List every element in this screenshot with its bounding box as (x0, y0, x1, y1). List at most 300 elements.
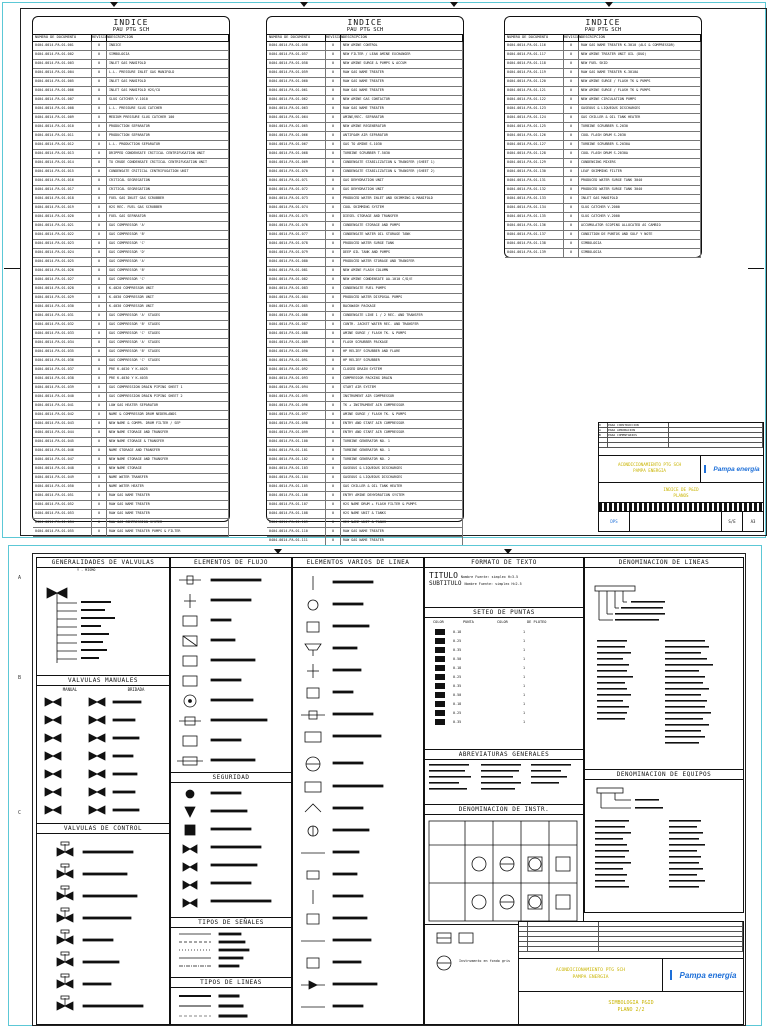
revision: 0 (92, 447, 107, 455)
zone-label: A (18, 575, 22, 581)
revision: 0 (326, 276, 341, 284)
table-row (33, 294, 229, 303)
document-number: 0404-0014-PA-01-058 (267, 60, 326, 68)
document-number: 0404-0014-PA-01-135 (505, 213, 564, 221)
table-row (33, 321, 229, 330)
plot-color: 1 (523, 710, 526, 715)
revision: 0 (92, 249, 107, 257)
table-row (267, 366, 463, 375)
index-header-cell: NUMERO DE DOCUMENTO (505, 35, 564, 41)
revision: 0 (326, 249, 341, 257)
table-row (267, 447, 463, 456)
document-number: 0404-0014-PA-01-134 (505, 204, 564, 212)
description: SIMBOLOGIA (579, 249, 701, 257)
panel-title: GENERALIDADES DE VALVULAS (37, 558, 169, 568)
table-row (33, 339, 229, 348)
panel-equipment-names (584, 769, 744, 913)
description: GAS DEHYDRATION UNIT (341, 186, 463, 194)
rev-desc: PARA CONSTRUCCION (608, 423, 669, 427)
document-number: 0404-0014-PA-01-130 (505, 168, 564, 176)
description: NEW NAME STORAGE AND TRANSFER (107, 456, 229, 464)
flow-element-symbols (171, 568, 289, 772)
table-row (33, 87, 229, 96)
revision: 0 (326, 303, 341, 311)
table-row (33, 348, 229, 357)
revision: 0 (564, 132, 579, 140)
revision: 0 (564, 123, 579, 131)
table-row (267, 456, 463, 465)
document-number: 0404-0014-PA-01-006 (33, 87, 92, 95)
manual-valve-symbols (37, 694, 167, 822)
pen-col: PUNTA (463, 620, 474, 624)
color-swatch (435, 629, 445, 635)
document-number: 0404-0014-PA-01-071 (267, 177, 326, 185)
document-number: 0404-0014-PA-01-094 (267, 384, 326, 392)
pen-width: 0.18 (453, 629, 462, 634)
instrument-bubble-grid (425, 815, 581, 925)
document-number: 0404-0014-PA-01-067 (267, 141, 326, 149)
table-row (33, 204, 229, 213)
panel-safety (170, 772, 292, 919)
document-number: 0404-0014-PA-01-083 (267, 285, 326, 293)
pen-row (425, 681, 583, 690)
description: SIMBOLOGIA (107, 51, 229, 59)
description: GAS COMPRESSOR 'C' STAGES (107, 330, 229, 338)
description: AMINE/REC. SEPARATOR (341, 114, 463, 122)
safety-symbols (171, 783, 289, 917)
description: NAME STORAGE AND TRANSFER (107, 447, 229, 455)
description: SLUG CATCHER V-1010 (107, 96, 229, 104)
description: NEW AMINE SURGE / FLASH TK & PUMPS (579, 78, 701, 86)
index-header-cell: NUMERO DE DOCUMENTO (33, 35, 92, 41)
description: START AIR SYSTEM (341, 384, 463, 392)
description: HP RELIEF SCRUBBER (341, 357, 463, 365)
document-number: 0404-0014-PA-01-077 (267, 231, 326, 239)
line-type-samples (171, 988, 289, 1024)
description: L.L. PRESSURE INLET GAS MANIFOLD (107, 69, 229, 77)
document-number: 0404-0014-PA-01-099 (267, 429, 326, 437)
pen-row (425, 654, 583, 663)
table-row (33, 96, 229, 105)
revision: 0 (92, 339, 107, 347)
revision: 0 (92, 321, 107, 329)
document-number: 0404-0014-PA-01-020 (33, 213, 92, 221)
description: RAW GAS NAME TREATER (107, 510, 229, 518)
revision: 0 (564, 78, 579, 86)
control-valve-symbols (37, 834, 167, 1024)
table-row (33, 159, 229, 168)
description: GAS COMPRESSOR 'C' (107, 240, 229, 248)
title-block (598, 422, 764, 532)
panel-title: VALVULAS MANUALES (37, 676, 169, 686)
table-row (33, 474, 229, 483)
brand-logo-icon (670, 970, 678, 980)
zone-tick (450, 2, 458, 7)
description: CONDENSATE STABILIZATION & TRANSFER (SHEET 2) (341, 168, 463, 176)
description: RAW GAS NAME TREATER (341, 78, 463, 86)
document-number: 0404-0014-PA-01-128 (505, 150, 564, 158)
table-row (33, 357, 229, 366)
description: GAS COMPRESSION DRAIN PIPING SHEET 2 (107, 393, 229, 401)
description: NEW NAME STORAGE AND TRANSFER (107, 429, 229, 437)
table-row (505, 231, 701, 240)
sheet-symbology (0, 545, 768, 1024)
description: H2S REC. FUEL GAS SCRUBBER (107, 204, 229, 212)
document-number: 0404-0014-PA-01-137 (505, 231, 564, 239)
description: PRODUCTION SEPARATOR (107, 132, 229, 140)
table-row (267, 375, 463, 384)
description: GAS COMPRESSOR 'C' (107, 276, 229, 284)
zone-tick (504, 549, 512, 554)
table-row (33, 285, 229, 294)
plot-color: 1 (523, 692, 526, 697)
revision: 0 (326, 105, 341, 113)
document-number: 0404-0014-PA-01-003 (33, 60, 92, 68)
color-swatch (435, 719, 445, 725)
revision: 0 (326, 402, 341, 410)
document-number: 0404-0014-PA-01-124 (505, 114, 564, 122)
description: NEW AMINE SURGE / FLASH TK & PUMPS (579, 87, 701, 95)
misc-line-element-symbols (293, 568, 421, 1023)
index-table-1 (32, 16, 230, 533)
revision: 0 (564, 186, 579, 194)
document-number: 0404-0014-PA-01-016 (33, 177, 92, 185)
description: FUEL GAS INLET GAS SCRUBBER (107, 195, 229, 203)
revision: 0 (326, 231, 341, 239)
revision: 0 (326, 420, 341, 428)
document-number: 0404-0014-PA-01-015 (33, 168, 92, 176)
table-row (33, 150, 229, 159)
document-number: 0404-0014-PA-01-055 (33, 528, 92, 536)
panel-misc-line-elements (292, 557, 424, 1025)
description: INSTRUMENT AIR COMPRESSOR (341, 393, 463, 401)
description: GASEOUS & LIQUEOUS DISCHARGES (341, 474, 463, 482)
revision: 0 (326, 267, 341, 275)
revision: 0 (326, 393, 341, 401)
table-row (33, 42, 229, 51)
table-row (267, 240, 463, 249)
table-row (267, 339, 463, 348)
table-row (33, 276, 229, 285)
revision: 0 (326, 258, 341, 266)
revision: 0 (326, 168, 341, 176)
revision: 0 (92, 330, 107, 338)
revision: 0 (92, 492, 107, 500)
table-row (33, 231, 229, 240)
panel-title: TIPOS DE LINEAS (171, 978, 291, 988)
document-number: 0404-0014-PA-01-100 (267, 438, 326, 446)
revision: 0 (564, 69, 579, 77)
table-row (33, 465, 229, 474)
document-number: 0404-0014-PA-01-101 (267, 447, 326, 455)
table-row (267, 438, 463, 447)
revision: 0 (326, 222, 341, 230)
table-row (267, 474, 463, 483)
document-number: 0404-0014-PA-01-040 (33, 393, 92, 401)
table-row (267, 285, 463, 294)
title-sample: TITULO (429, 571, 458, 580)
zone-tick (110, 2, 118, 7)
description: CONDENSATE CRITICAL CENTRIFUGATION UNIT (107, 168, 229, 176)
document-number: 0404-0014-PA-01-056 (267, 42, 326, 50)
document-number: 0404-0014-PA-01-125 (505, 123, 564, 131)
zone-tick (274, 549, 282, 554)
description: INLET GAS MANIFOLD H2S/CO (107, 87, 229, 95)
document-number: 0404-0014-PA-01-043 (33, 420, 92, 428)
revision: 0 (326, 384, 341, 392)
document-number: 0404-0014-PA-01-076 (267, 222, 326, 230)
pen-col: COLOR (433, 620, 444, 624)
rev-desc: PARA COMENTARIOS (608, 433, 669, 437)
table-row (267, 114, 463, 123)
color-swatch (435, 692, 445, 698)
document-number: 0404-0014-PA-01-063 (267, 105, 326, 113)
panel-text-format (424, 557, 584, 609)
revision: 0 (564, 87, 579, 95)
revision: 0 (326, 339, 341, 347)
document-number: 0404-0014-PA-01-013 (33, 150, 92, 158)
description: TURBINE GENERATOR NO. 1 (341, 447, 463, 455)
revision: 0 (326, 465, 341, 473)
description: GASEOUS & LIQUEOUS DISCHARGES (341, 465, 463, 473)
panel-title: FORMATO DE TEXTO (425, 558, 583, 568)
table-row (505, 105, 701, 114)
revision: 0 (92, 465, 107, 473)
document-number: 0404-0014-PA-01-123 (505, 105, 564, 113)
revision: 0 (92, 42, 107, 50)
table-row (267, 321, 463, 330)
table-row (33, 447, 229, 456)
description: AMINE SURGE / FLASH TK. & PUMPS (341, 411, 463, 419)
table-row (267, 195, 463, 204)
description: CONDENSATE STABILIZATION & TRANSFER (SHEET 1) (341, 159, 463, 167)
description: TO CRUDE CONDENSATE CRITICAL CENTRIFUGATION UNIT (107, 159, 229, 167)
description: SLUG CATCHER V-2000 (579, 204, 701, 212)
description: ENTRY AMINE DEHYDRATION SYSTEM (341, 492, 463, 500)
table-row (267, 60, 463, 69)
revision: 0 (326, 519, 341, 527)
index-title: INDICE (347, 18, 383, 27)
document-number: 0404-0014-PA-01-085 (267, 303, 326, 311)
table-row (267, 465, 463, 474)
description: RAW GAS NAME TREATER PUMPS & FILTER (107, 528, 229, 536)
revision: 0 (92, 510, 107, 518)
description: SIMBOLOGIA (579, 240, 701, 248)
document-number: 0404-0014-PA-01-062 (267, 96, 326, 104)
project-name: ACONDICIONAMIENTO PTG SCH (617, 462, 682, 467)
revision: 0 (92, 456, 107, 464)
table-row (33, 69, 229, 78)
panel-line-types (170, 977, 292, 1025)
revision: 0 (326, 456, 341, 464)
index-header-cell: REVISION (326, 35, 344, 39)
revision: 0 (326, 447, 341, 455)
project-client: PAMPA ENERGIA (633, 468, 666, 473)
revision: 0 (92, 240, 107, 248)
revision: 0 (326, 357, 341, 365)
description: CONDENSATE LINE 1 / 2 REC. AND TRANSFER (341, 312, 463, 320)
index-table-3 (504, 16, 702, 258)
description: PRODUCED WATER INLET AND SKIMMING & MANIFOLD (341, 195, 463, 203)
description: GAS COMPRESSOR 'C' STAGES (107, 357, 229, 365)
revision: 0 (326, 132, 341, 140)
table-row (33, 177, 229, 186)
table-row (33, 330, 229, 339)
document-number: 0404-0014-PA-01-012 (33, 141, 92, 149)
table-row (267, 132, 463, 141)
document-number: 0404-0014-PA-01-122 (505, 96, 564, 104)
signal-type-lines (171, 928, 289, 978)
pen-col: DE PLOTEO (527, 620, 547, 624)
description: NEW NAME STORAGE & TRANSFER (107, 438, 229, 446)
revision: 0 (92, 375, 107, 383)
table-row (267, 402, 463, 411)
description: PRODUCED WATER SURGE TANK 3040 (579, 186, 701, 194)
table-row (267, 42, 463, 51)
revision: 0 (92, 204, 107, 212)
description: TK + INSTRUMENT AIR COMPRESSOR (341, 402, 463, 410)
plot-color: 1 (523, 638, 526, 643)
table-row (33, 195, 229, 204)
index-table-2 (266, 16, 464, 542)
description: PRODUCED WATER SURGE TANK 3040 (579, 177, 701, 185)
drawing-title: INDICE DE P&ID (663, 487, 699, 492)
revision: 0 (326, 114, 341, 122)
color-swatch (435, 674, 445, 680)
description: RAW GAS COMPRESSION SYSTEM (107, 519, 229, 527)
table-row (267, 519, 463, 528)
plot-color: 1 (523, 683, 526, 688)
document-number: 0404-0014-PA-01-051 (33, 492, 92, 500)
table-row (267, 222, 463, 231)
document-number: 0404-0014-PA-01-090 (267, 348, 326, 356)
table-row (267, 510, 463, 519)
index-title: INDICE (113, 18, 149, 27)
revision: 0 (564, 114, 579, 122)
document-number: 0404-0014-PA-01-111 (267, 537, 326, 545)
table-row (267, 249, 463, 258)
table-row (267, 168, 463, 177)
index-subtitle: PAU PTG SCH (267, 27, 463, 35)
description: GAS COMPRESSOR 'B' STAGES (107, 348, 229, 356)
revision: 0 (564, 96, 579, 104)
sheet-format: A3 (750, 519, 756, 524)
description: NEW AMINE CIRCULATION PUMPS (579, 96, 701, 104)
table-row (505, 96, 701, 105)
table-row (267, 267, 463, 276)
table-row (267, 348, 463, 357)
document-number: 0404-0014-PA-01-069 (267, 159, 326, 167)
document-number: 0404-0014-PA-01-120 (505, 78, 564, 86)
description: CONDENSATE STORAGE AND PUMPS (341, 222, 463, 230)
revision: 0 (92, 438, 107, 446)
table-row (267, 150, 463, 159)
index-header-cell: DESCRIPCION (107, 35, 229, 41)
document-number: 0404-0014-PA-01-044 (33, 429, 92, 437)
description: GAS COMPRESSION DRAIN PIPING SHEET 1 (107, 384, 229, 392)
pen-width: 0.18 (453, 701, 462, 706)
revision: 0 (92, 357, 107, 365)
revision: 0 (326, 123, 341, 131)
description: TURBINE GENERATOR NO. 2 (341, 456, 463, 464)
document-number: 0404-0014-PA-01-119 (505, 69, 564, 77)
company-stamp: DPS (599, 512, 630, 531)
rev-desc: PARA APROBACION (608, 428, 669, 432)
revision: 0 (564, 213, 579, 221)
revision: 0 (92, 294, 107, 302)
table-row (33, 78, 229, 87)
brand-logo-icon (704, 465, 711, 473)
description: LEAF SKIMMING FILTER (579, 168, 701, 176)
pen-width: 0.25 (453, 710, 462, 715)
revision: 0 (92, 96, 107, 104)
description: CONDENSATE FUEL PUMPS (341, 285, 463, 293)
revision: 0 (326, 150, 341, 158)
document-number: 0404-0014-PA-01-011 (33, 132, 92, 140)
index-header-row (33, 35, 229, 42)
table-row (267, 123, 463, 132)
table-row (267, 276, 463, 285)
description: H2S NAME UNIT & TANKS (341, 519, 463, 527)
table-row (505, 240, 701, 249)
table-row (267, 294, 463, 303)
revision: 0 (326, 159, 341, 167)
document-number: 0404-0014-PA-01-131 (505, 177, 564, 185)
document-number: 0404-0014-PA-01-060 (267, 78, 326, 86)
index-subtitle: PAU PTG SCH (505, 27, 701, 35)
revision: 0 (92, 132, 107, 140)
table-row (505, 42, 701, 51)
revision: 0 (326, 510, 341, 518)
description: FUEL GAS SEPARATOR (107, 213, 229, 221)
document-number: 0404-0014-PA-01-106 (267, 492, 326, 500)
table-row (33, 114, 229, 123)
table-row (267, 159, 463, 168)
abbreviation-list (425, 760, 581, 804)
document-number: 0404-0014-PA-01-117 (505, 51, 564, 59)
description: ACCUMULATOR SCOPING ALLOCATED AS CAMBIO (579, 222, 701, 230)
panel-title: SEGURIDAD (171, 773, 291, 783)
table-row (267, 303, 463, 312)
revision: 0 (92, 384, 107, 392)
document-number: 0404-0014-PA-01-109 (267, 519, 326, 527)
panel-manual-valves (36, 675, 170, 825)
description: K-4020 COMPRESSOR UNIT (107, 285, 229, 293)
description: GAS DEHYDRATION UNIT (341, 177, 463, 185)
table-row (267, 177, 463, 186)
document-number: 0404-0014-PA-01-031 (33, 312, 92, 320)
table-row (267, 51, 463, 60)
title-block-2 (518, 921, 744, 1025)
document-number: 0404-0014-PA-01-004 (33, 69, 92, 77)
document-number: 0404-0014-PA-01-042 (33, 411, 92, 419)
table-row (33, 213, 229, 222)
revision: 0 (326, 204, 341, 212)
table-row (505, 186, 701, 195)
panel-control-valves (36, 823, 170, 1025)
subtitle-sample: SUBTITULO (429, 580, 462, 587)
color-swatch (435, 683, 445, 689)
pen-col: COLOR (497, 620, 508, 624)
document-number: 0404-0014-PA-01-036 (33, 357, 92, 365)
document-number: 0404-0014-PA-01-075 (267, 213, 326, 221)
instrument-note: Instrumento en fondo gris (459, 959, 511, 963)
description: TURBINE SCRUBBER T-5030 (341, 150, 463, 158)
revision: 0 (92, 267, 107, 275)
table-row (33, 384, 229, 393)
valve-tree-diagram (37, 573, 167, 671)
description: NEW FUEL SKID (579, 60, 701, 68)
